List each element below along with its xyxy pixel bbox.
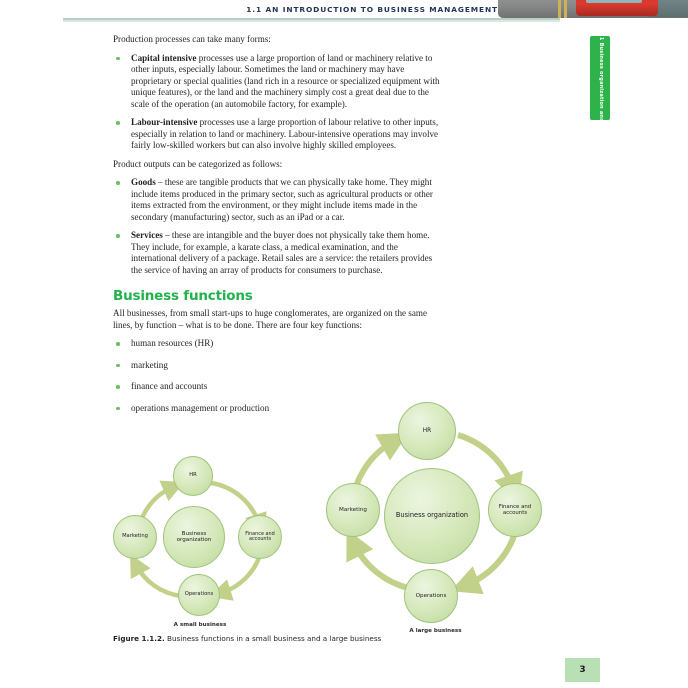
list-item xyxy=(113,117,445,152)
node-marketing xyxy=(113,515,157,559)
list-item-label: operations management or production xyxy=(131,402,270,413)
bullet-text: – these are tangible products that we can physically take home. They might include items produced in the primary sector, such as agricultural products or other items extracted from the environment, or they might include items made in the secondary (manufacturing) sector, such as an iPad or a car. xyxy=(131,177,433,222)
bullet-dot-icon xyxy=(116,385,120,389)
header-photo-car xyxy=(498,0,688,18)
list-item xyxy=(113,177,445,223)
node-label: Marketing xyxy=(122,533,148,540)
bullet-dot-icon xyxy=(116,57,120,61)
chapter-side-tab-label: 1 Business organization and environment xyxy=(597,37,604,163)
paragraph-outputs-intro: Product outputs can be categorized as follows: xyxy=(113,158,283,169)
node-label: Finance and accounts xyxy=(498,503,532,516)
bullet-dot-icon xyxy=(116,121,120,125)
page-content xyxy=(113,34,445,424)
bullet-text: processes use a large proportion of labour relative to other inputs, especially in relation to land or machinery. Labour-intensive operations may involve fairly low-skilled workers but can also involve highly skilled employees. xyxy=(131,117,439,150)
bullet-dot-icon xyxy=(116,181,120,185)
list-item xyxy=(113,360,445,372)
list-item xyxy=(113,381,445,393)
node-marketing xyxy=(326,483,380,537)
list-item-label: human resources (HR) xyxy=(131,338,214,348)
arrow-operations-to-marketing xyxy=(136,565,181,596)
list-item-label: marketing xyxy=(131,359,168,370)
bullet-text: processes use a large proportion of land or machinery relative to other inputs, especially labour. Sometimes the land or machinery may have proprietary or special qualities (land rich in a resource or specialized equipment with unique features), or the land and the machinery simply cost a great deal due to the scale of the operation (an automobile factory, for example). xyxy=(131,52,440,109)
diagram-caption-small-business: A small business xyxy=(173,622,227,628)
figure-caption-label: Figure 1.1.2. xyxy=(113,634,165,643)
chapter-side-tab xyxy=(590,36,610,163)
node-label: Finance and accounts xyxy=(245,530,275,542)
page-header xyxy=(0,0,688,30)
figure-caption-text: Business functions in a small business and a large business xyxy=(164,634,382,643)
node-label: HR xyxy=(189,472,197,479)
node-label: Marketing xyxy=(339,506,367,513)
arrow-hr-to-finance xyxy=(458,435,513,488)
node-label: Operations xyxy=(415,592,447,599)
list-item xyxy=(113,53,445,111)
list-item xyxy=(113,230,445,276)
bullet-lead: Services xyxy=(131,230,163,240)
production-bullet-list xyxy=(113,53,445,152)
bullet-dot-icon xyxy=(116,342,120,346)
node-label: Operations xyxy=(184,591,214,598)
running-head: 1.1 AN INTRODUCTION TO BUSINESS MANAGEMENT xyxy=(246,5,498,14)
diagram-caption-large-business: A large business xyxy=(409,628,462,634)
diagram-small-business xyxy=(105,450,295,630)
bullet-dot-icon xyxy=(116,234,120,238)
diagram-large-business xyxy=(318,394,553,639)
node-finance-and-accounts xyxy=(238,515,282,559)
node-operations xyxy=(178,574,220,616)
bullet-text: – these are intangible and the buyer does not physically take them home. They include, for example, a karate class, a medical examination, and the international delivery of a package. Retail sales are a service: the retailers provides the service of having an array of products for consumers to purchase. xyxy=(131,230,433,275)
list-item-label: finance and accounts xyxy=(131,381,208,391)
node-label: Business organization xyxy=(395,511,469,520)
header-rule-secondary xyxy=(63,20,560,22)
node-label: Business organization xyxy=(176,530,212,543)
page-number: 3 xyxy=(565,658,600,682)
paragraph-section-intro: All businesses, from small start-ups to huge conglomerates, are organized on the same lines, by function – what is to be done. There are four key functions: xyxy=(113,308,427,330)
arrow-finance-to-operations xyxy=(466,536,514,585)
photo-road-line-left xyxy=(558,0,561,18)
section-heading-business-functions: Business functions xyxy=(113,288,253,304)
node-operations xyxy=(404,569,458,623)
output-bullet-list xyxy=(113,177,445,276)
bullet-lead: Goods xyxy=(131,177,156,187)
arrow-finance-to-operations xyxy=(221,555,260,593)
node-hr xyxy=(398,402,456,460)
node-hr xyxy=(173,456,213,496)
bullet-lead: Capital intensive xyxy=(131,52,197,63)
photo-car-windshield xyxy=(586,0,642,3)
bullet-lead: Labour-intensive xyxy=(131,117,198,127)
node-business-organization xyxy=(163,506,225,568)
photo-road-line-right xyxy=(564,0,567,18)
figure-caption xyxy=(113,634,381,643)
node-finance-and-accounts xyxy=(488,483,542,537)
bullet-dot-icon xyxy=(116,364,120,368)
paragraph-production-intro: Production processes can take many forms: xyxy=(113,34,271,44)
list-item xyxy=(113,338,445,350)
figure-business-functions xyxy=(100,392,570,642)
node-business-organization xyxy=(384,468,480,564)
node-label: HR xyxy=(422,427,432,434)
